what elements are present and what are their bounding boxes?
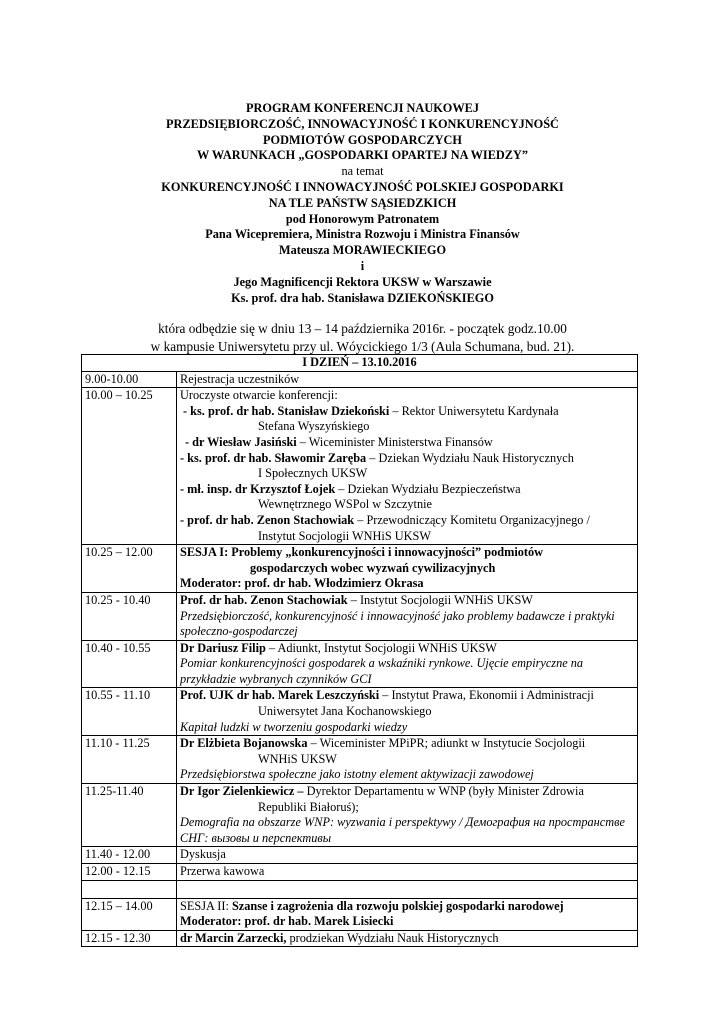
agenda-item	[177, 592, 638, 640]
table-row	[82, 736, 638, 784]
header-patron: Pana Wicepremiera, Ministra Rozwoju i Ministra Finansów	[205, 227, 520, 242]
time-cell: 10.55 - 11.10	[82, 688, 177, 736]
header-topic: KONKURENCYJNOŚĆ I INNOWACYJNOŚĆ POLSKIEJ GOSPODARKI	[161, 179, 564, 194]
header-subtitle: PRZEDSIĘBIORCZOŚĆ, INNOWACYJNOŚĆ I KONKURENCYJNOŚĆ	[166, 116, 559, 131]
talk-topic: Kapitał ludzki w tworzeniu gospodarki wiedzy	[180, 719, 408, 734]
talk-topic: Przedsiębiorstwa społeczne jako istotny element aktywizacji zawodowej	[180, 767, 534, 782]
header-and: i	[360, 258, 365, 273]
time-cell: 12.15 - 12.30	[82, 930, 177, 947]
speaker-role: – Przewodniczący Komitetu Organizacyjnego /	[354, 512, 590, 527]
time-cell: 10.00 – 10.25	[82, 388, 177, 545]
time-cell: 10.25 – 12.00	[82, 545, 177, 593]
event-date: która odbędzie się w dniu 13 – 14 października 2016r. - początek godz.10.00	[158, 321, 567, 336]
session-title: gospodarczych wobec wyzwań cywilizacyjnych	[250, 560, 496, 575]
speaker-name: - mł. insp. dr Krzysztof Łojek	[180, 481, 336, 496]
speaker-name: dr Marcin Zarzecki,	[180, 930, 287, 945]
time-cell: 12.15 – 14.00	[82, 898, 177, 930]
agenda-item	[177, 688, 638, 736]
time-cell: 10.25 - 10.40	[82, 592, 177, 640]
time-cell: 9.00-10.00	[82, 371, 177, 388]
speaker-role: – Instytut Prawa, Ekonomii i Administracji	[379, 688, 594, 703]
speaker-name: Dr Dariusz Filip	[180, 640, 266, 655]
table-row	[82, 371, 638, 388]
speaker-role: Instytut Socjologii WNHiS UKSW	[258, 528, 431, 543]
time-cell	[82, 880, 177, 898]
speaker-role: – Wiceminister MPiPR; adiunkt w Instytucie Socjologii	[307, 736, 586, 751]
speaker-name: Prof. dr hab. Zenon Stachowiak	[180, 592, 348, 607]
agenda-item	[177, 880, 638, 898]
session-title: SESJA I: Problemy „konkurencyjności i innowacyjności” podmiotów	[180, 545, 544, 560]
time-cell: 11.40 - 12.00	[82, 847, 177, 864]
table-row	[82, 640, 638, 688]
table-row	[82, 864, 638, 881]
agenda-item	[177, 930, 638, 947]
speaker-role: Wewnętrznego WSPol w Szczytnie	[258, 497, 432, 512]
time-cell: 11.10 - 11.25	[82, 736, 177, 784]
event-info	[60, 320, 665, 355]
agenda-item	[177, 640, 638, 688]
speaker-role: Stefana Wyszyńskiego	[258, 419, 370, 434]
table-row	[82, 355, 638, 372]
time-cell: 12.00 - 12.15	[82, 864, 177, 881]
table-row	[82, 847, 638, 864]
table-row	[82, 545, 638, 593]
header-patron-name: Mateusza MORAWIECKIEGO	[278, 243, 447, 258]
time-cell: 10.40 - 10.55	[82, 640, 177, 688]
speaker-role: WNHiS UKSW	[258, 751, 337, 766]
agenda-item: Dyskusja	[177, 847, 638, 864]
talk-topic: Przedsiębiorczość, konkurencyjność i innowacyjność jako problemy badawcze i praktyki społeczno-gospodarczej	[180, 608, 615, 639]
session-moderator: Moderator: prof. dr hab. Włodzimierz Okrasa	[180, 576, 424, 591]
speaker-role: – Adiunkt, Instytut Socjologii WNHiS UKSW	[265, 640, 497, 655]
event-location: w kampusie Uniwersytetu przy ul. Wóycickiego 1/3 (Aula Schumana, bud. 21).	[150, 338, 575, 354]
time-cell: 11.25-11.40	[82, 784, 177, 847]
speaker-role: Republiki Białoruś);	[258, 799, 359, 814]
speaker-name: Dr Elżbieta Bojanowska	[180, 736, 308, 751]
header-patron: Jego Magnificencji Rektora UKSW w Warszawie	[233, 274, 492, 289]
speaker-name: - prof. dr hab. Zenon Stachowiak	[180, 512, 355, 527]
table-row	[82, 898, 638, 930]
agenda-item	[177, 388, 638, 545]
header-subtitle: PODMIOTÓW GOSPODARCZYCH	[263, 132, 462, 147]
speaker-name: - ks. prof. dr hab. Stanisław Dziekoński	[183, 403, 390, 418]
speaker-role: Uniwersytet Jana Kochanowskiego	[258, 704, 432, 719]
speaker-name: - ks. prof. dr hab. Sławomir Zaręba	[180, 450, 367, 465]
header-title: PROGRAM KONFERENCJI NAUKOWEJ	[246, 101, 479, 115]
session-moderator: Moderator: prof. dr hab. Marek Lisiecki	[180, 914, 394, 929]
speaker-role: – Wiceminister Ministerstwa Finansów	[296, 434, 493, 449]
talk-topic: Demografia na obszarze WNP: wyzwania i perspektywy / Демография на пространстве СНГ: вызовы и перспективы	[180, 815, 625, 845]
table-row	[82, 388, 638, 545]
opening-title: Uroczyste otwarcie konferencji:	[180, 388, 338, 403]
header-patronage: pod Honorowym Patronatem	[285, 211, 440, 226]
header-subtitle: W WARUNKACH „GOSPODARKI OPARTEJ NA WIEDZY”	[196, 148, 529, 163]
table-row	[82, 930, 638, 947]
speaker-role: – Dziekan Wydziału Bezpieczeństwa	[335, 481, 521, 496]
session-prefix: SESJA II:	[180, 898, 232, 913]
speaker-name: - dr Wiesław Jasiński	[185, 434, 297, 449]
header-topic: NA TLE PAŃSTW SĄSIEDZKICH	[268, 195, 457, 210]
agenda-item: Rejestracja uczestników	[177, 371, 638, 388]
table-row	[82, 688, 638, 736]
agenda-item	[177, 784, 638, 847]
speaker-role: – Instytut Socjologii WNHiS UKSW	[347, 592, 533, 607]
agenda-item: Przerwa kawowa	[177, 864, 638, 881]
speaker-role: prodziekan Wydziału Nauk Historycznych	[286, 930, 499, 945]
speaker-role: – Rektor Uniwersytetu Kardynała	[389, 403, 559, 418]
table-row	[82, 784, 638, 847]
header-na-temat: na temat	[341, 164, 384, 179]
conference-header	[60, 101, 665, 306]
session-title: Szanse i zagrożenia dla rozwoju polskiej gospodarki narodowej	[231, 898, 564, 913]
session-heading	[177, 545, 638, 593]
day-heading: I DZIEŃ – 13.10.2016	[82, 355, 638, 372]
talk-topic: Pomiar konkurencyjności gospodarek a wskaźniki rynkowe. Ujęcie empiryczne na przykładzie wybranych czynników GCI	[180, 656, 584, 686]
agenda-item	[177, 736, 638, 784]
table-row	[82, 592, 638, 640]
program-table	[81, 354, 638, 947]
speaker-role: – Dziekan Wydziału Nauk Historycznych	[366, 450, 574, 465]
speaker-role: Dyrektor Departamentu w WNP (były Minister Zdrowia	[303, 784, 584, 799]
speaker-role: I Społecznych UKSW	[258, 466, 368, 481]
speaker-name: Dr Igor Zielenkiewicz –	[180, 784, 304, 799]
table-row-empty	[82, 880, 638, 898]
speaker-name: Prof. UJK dr hab. Marek Leszczyński	[180, 688, 380, 703]
header-patron-name: Ks. prof. dra hab. Stanisława DZIEKOŃSKIEGO	[231, 290, 494, 305]
session-heading	[177, 898, 638, 930]
